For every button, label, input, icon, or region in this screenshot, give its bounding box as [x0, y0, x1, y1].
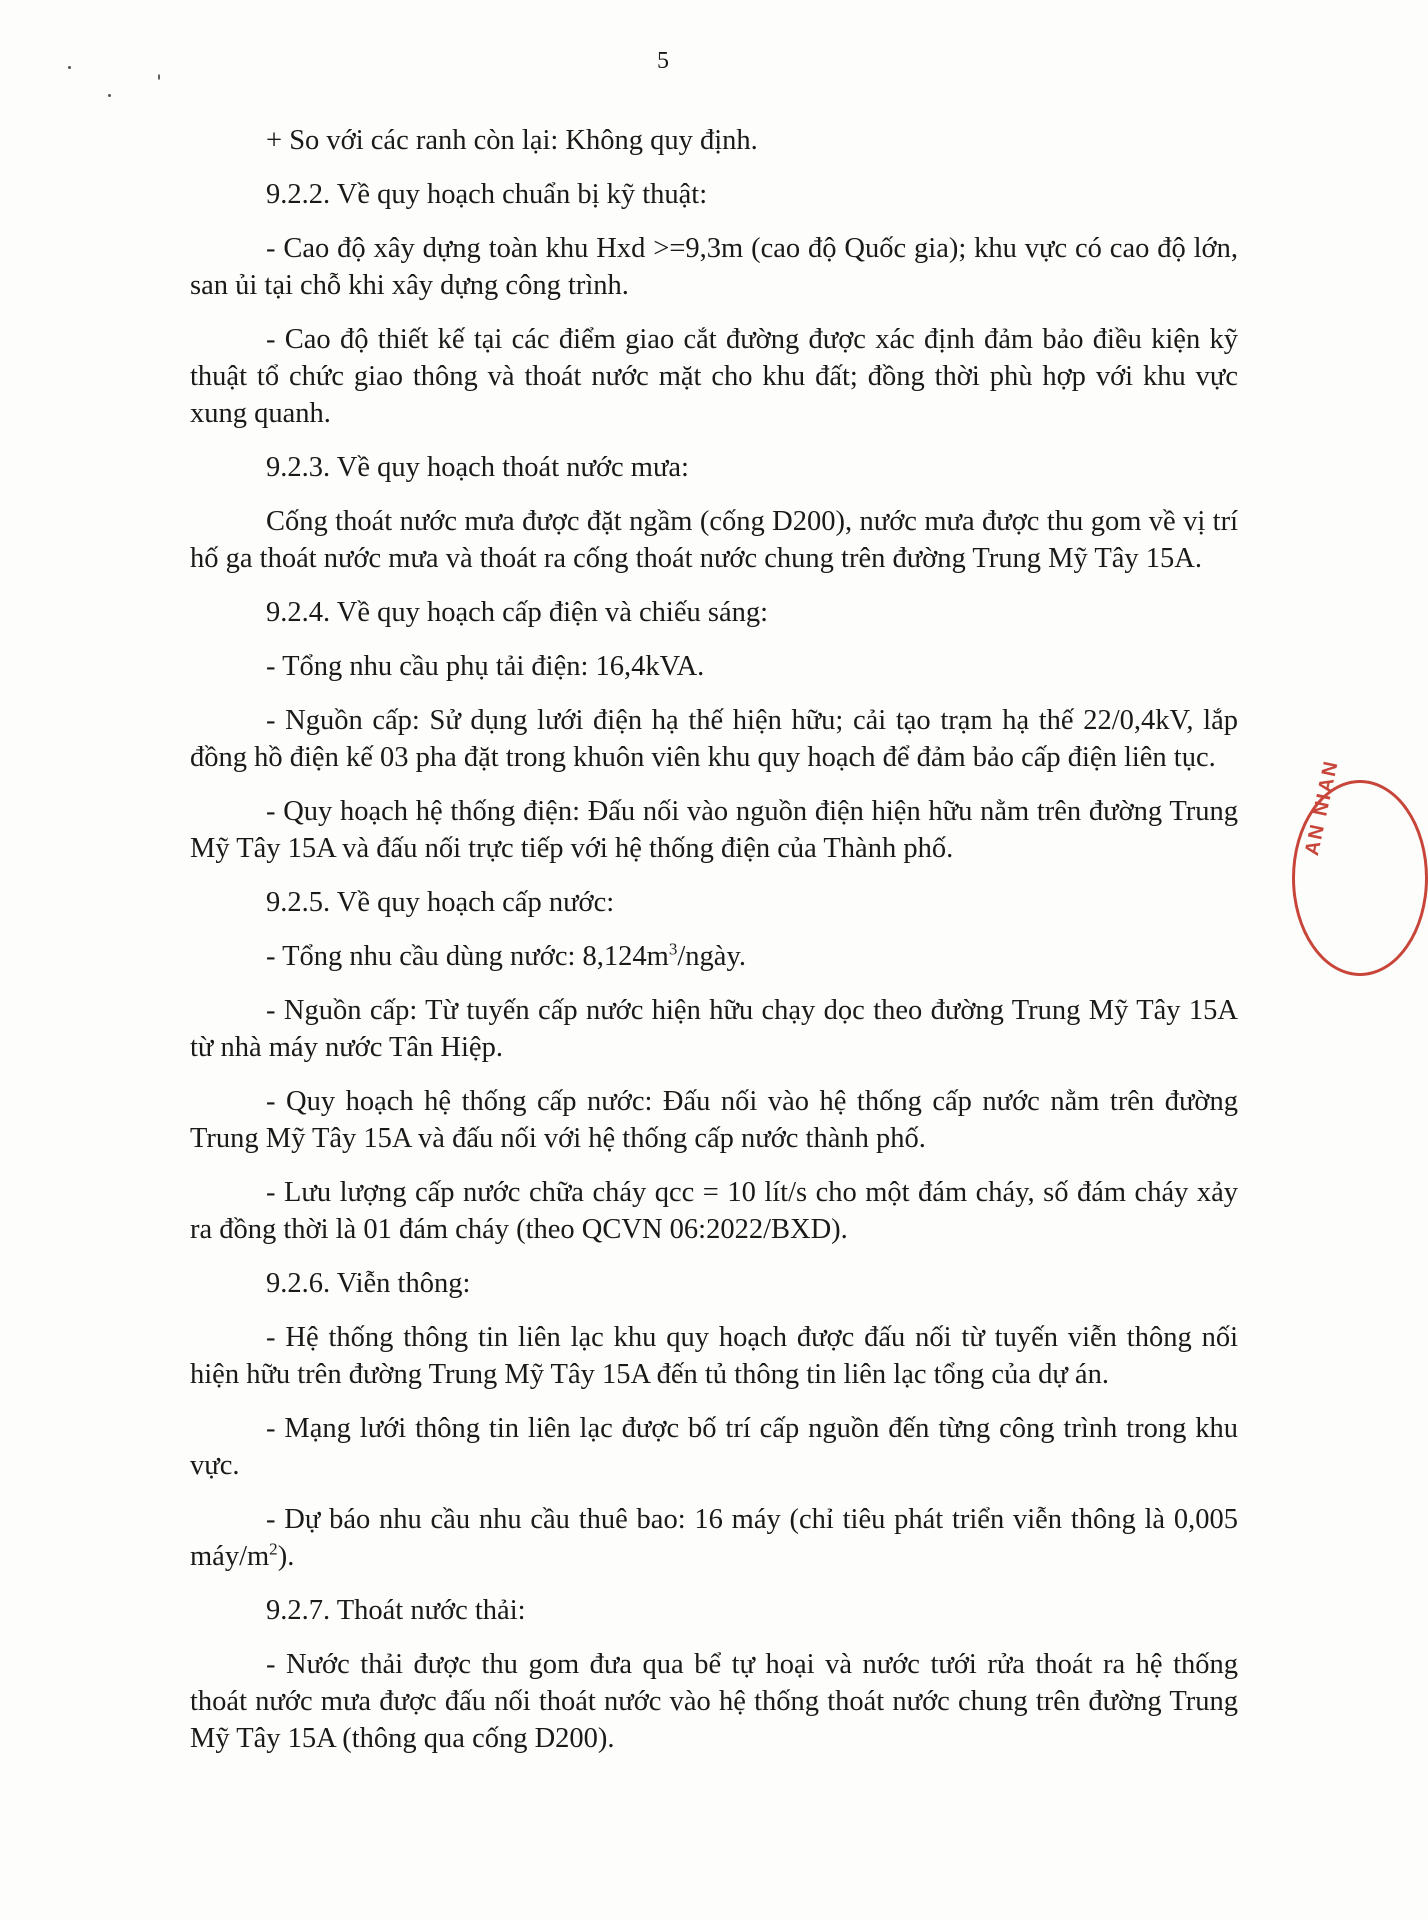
- stamp-text: AN NIAN: [1301, 757, 1343, 858]
- superscript: 2: [269, 1539, 278, 1559]
- paragraph: - Tổng nhu cầu dùng nước: $8,124m^3$/ngày.: [266, 939, 746, 972]
- scan-speck: [68, 66, 71, 69]
- paragraph: - Quy hoạch hệ thống cấp nước: Đấu nối vào hệ thống cấp nước nằm trên đường Trung Mỹ Tây 15A và đấu nối với hệ thống cấp nước thành phố.: [190, 1086, 1238, 1154]
- paragraph: - Cao độ thiết kế tại các điểm giao cắt đường được xác định đảm bảo điều kiện kỹ thuật tổ chức giao thông và thoát nước mặt cho khu đất; đồng thời phù hợp với khu vực xung quanh.: [190, 324, 1238, 429]
- paragraph: - Nước thải được thu gom đưa qua bể tự hoại và nước tưới rửa thoát ra hệ thống thoát nước mưa được đấu nối thoát nước vào hệ thống thoát nước chung trên đường Trung Mỹ Tây 15A (thông qua cống D200).: [190, 1649, 1238, 1754]
- paragraph: - Mạng lưới thông tin liên lạc được bố trí cấp nguồn đến từng công trình trong khu vực.: [190, 1413, 1238, 1481]
- section-heading: 9.2.2. Về quy hoạch chuẩn bị kỹ thuật:: [266, 179, 708, 210]
- red-seal-stamp: [1292, 757, 1428, 976]
- paragraph: - Nguồn cấp: Sử dụng lưới điện hạ thế hiện hữu; cải tạo trạm hạ thế 22/0,4kV, lắp đồng hồ điện kế 03 pha đặt trong khuôn viên khu quy hoạch để đảm bảo cấp điện liên tục.: [190, 705, 1238, 773]
- document-body: [190, 122, 1238, 1774]
- paragraph: - Dự báo nhu cầu nhu cầu thuê bao: 16 máy (chỉ tiêu phát triển viễn thông là 0,005 máy/$m^2$).: [190, 1504, 1238, 1572]
- paragraph: + So với các ranh còn lại: Không quy định.: [266, 125, 758, 156]
- paragraph: - Quy hoạch hệ thống điện: Đấu nối vào nguồn điện hiện hữu nằm trên đường Trung Mỹ Tây 15A và đấu nối trực tiếp với hệ thống điện của Thành phố.: [190, 796, 1238, 864]
- section-heading: 9.2.3. Về quy hoạch thoát nước mưa:: [266, 452, 689, 483]
- paragraph: Cống thoát nước mưa được đặt ngầm (cống D200), nước mưa được thu gom về vị trí hố ga thoát nước mưa và thoát ra cống thoát nước chung trên đường Trung Mỹ Tây 15A.: [190, 506, 1238, 574]
- section-heading: 9.2.6. Viễn thông:: [266, 1268, 471, 1299]
- section-heading: 9.2.5. Về quy hoạch cấp nước:: [266, 887, 615, 918]
- paragraph: - Nguồn cấp: Từ tuyến cấp nước hiện hữu chạy dọc theo đường Trung Mỹ Tây 15A từ nhà máy nước Tân Hiệp.: [190, 995, 1238, 1063]
- paragraph: - Lưu lượng cấp nước chữa cháy qcc = 10 lít/s cho một đám cháy, số đám cháy xảy ra đồng thời là 01 đám cháy (theo QCVN 06:2022/BXD).: [190, 1177, 1238, 1245]
- paragraph: - Tổng nhu cầu phụ tải điện: 16,4kVA.: [266, 651, 705, 682]
- section-heading: 9.2.7. Thoát nước thải:: [266, 1595, 526, 1626]
- superscript: 3: [668, 939, 678, 959]
- section-heading: 9.2.4. Về quy hoạch cấp điện và chiếu sáng:: [266, 597, 769, 628]
- scan-speck: [108, 94, 111, 97]
- paragraph: - Hệ thống thông tin liên lạc khu quy hoạch được đấu nối từ tuyến viễn thông nối hiện hữu trên đường Trung Mỹ Tây 15A đến tủ thông tin liên lạc tổng của dự án.: [190, 1322, 1238, 1390]
- paragraph: - Cao độ xây dựng toàn khu Hxd >=9,3m (cao độ Quốc gia); khu vực có cao độ lớn, san ủi tại chỗ khi xây dựng công trình.: [190, 233, 1238, 301]
- page-number: 5: [657, 48, 669, 74]
- scan-speck: [158, 74, 160, 80]
